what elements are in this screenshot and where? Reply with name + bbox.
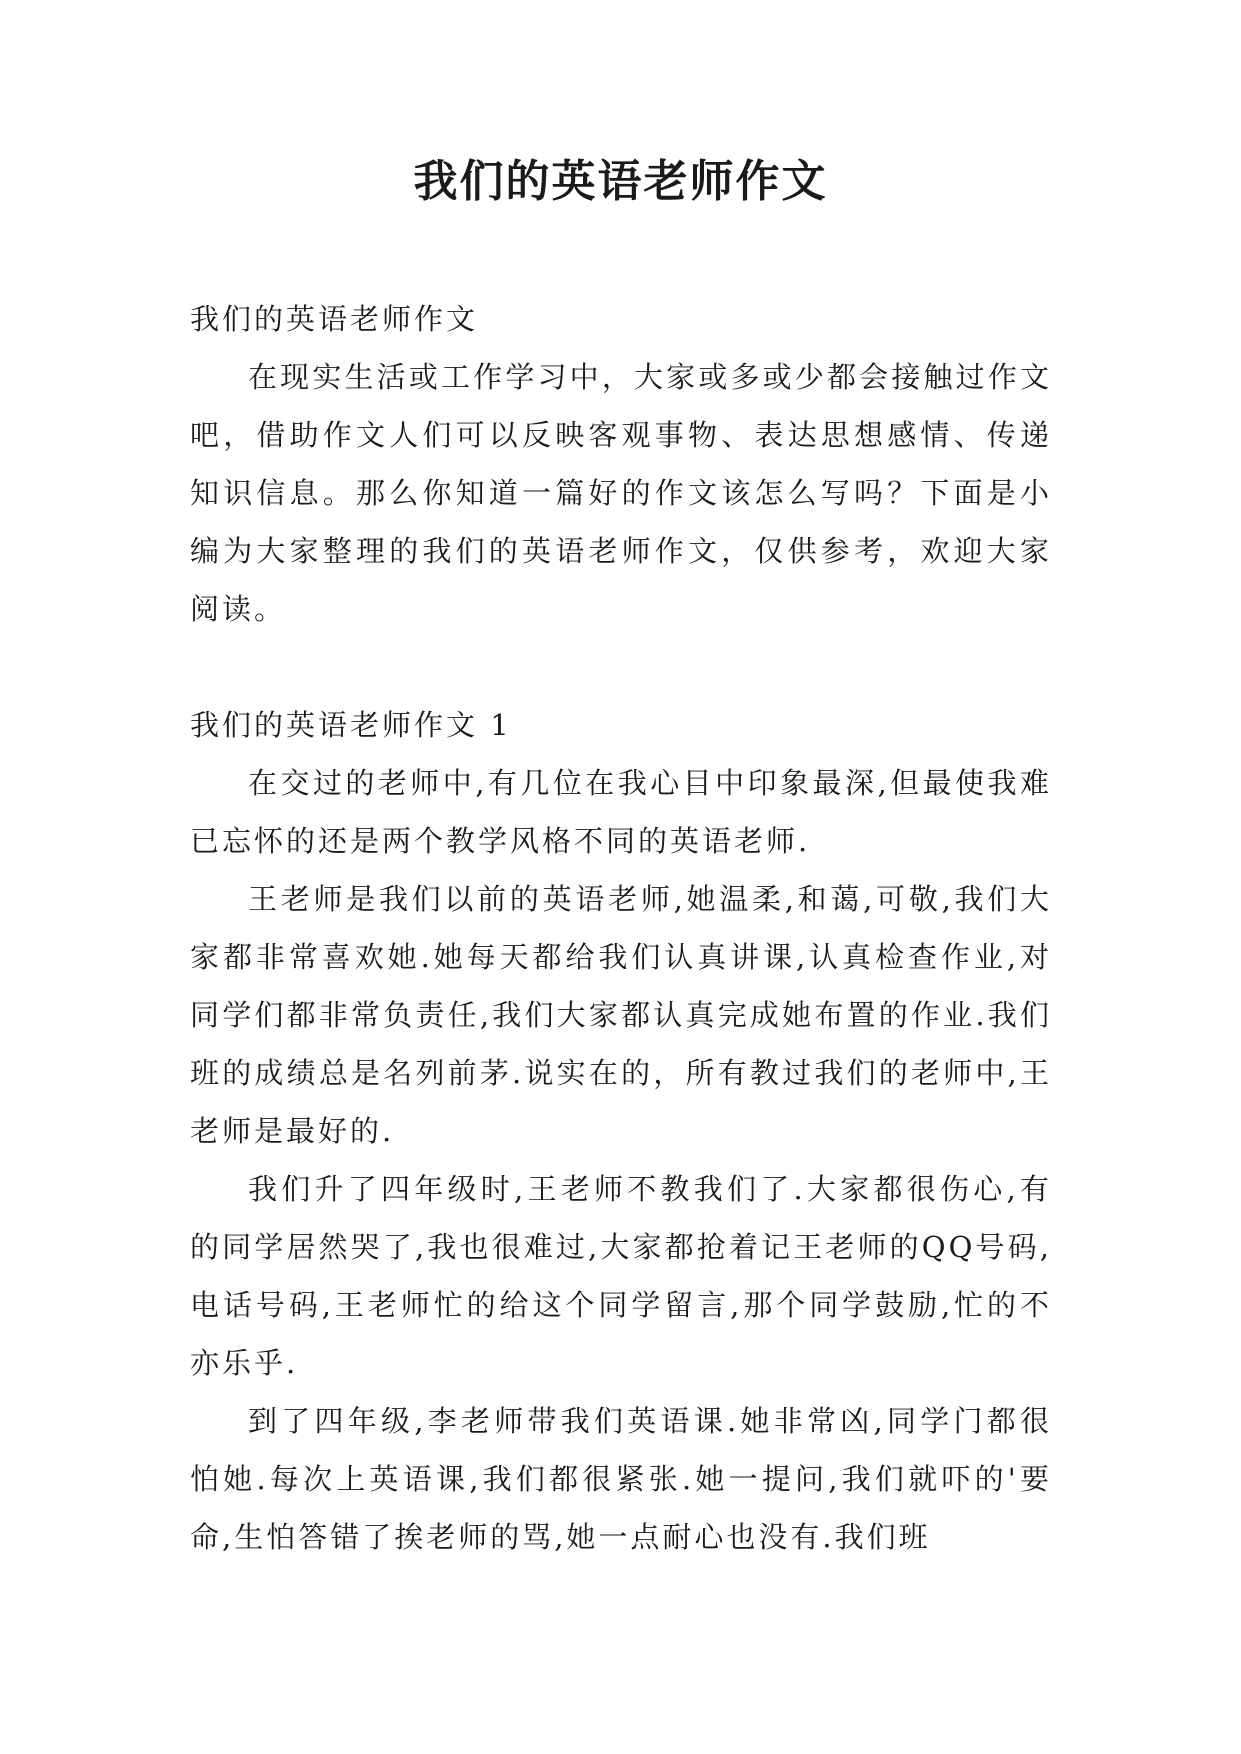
intro-heading: 我们的英语老师作文 [190,302,479,336]
section-1-paragraph: 在交过的老师中,有几位在我心目中印象最深,但最使我难已忘怀的还是两个教学风格不同的英语老师. [190,766,1052,858]
section-1-heading: 我们的英语老师作文 1 [190,708,512,742]
document-title: 我们的英语老师作文 [413,156,828,207]
section-gap [190,638,1052,696]
section-1-paragraph: 我们升了四年级时,王老师不教我们了.大家都很伤心,有的同学居然哭了,我也很难过,大家都抢着记王老师的QQ号码,电话号码,王老师忙的给这个同学留言,那个同学鼓励,忙的不亦乐乎. [190,1172,1052,1380]
section-1-paragraph: 王老师是我们以前的英语老师,她温柔,和蔼,可敬,我们大家都非常喜欢她.她每天都给我们认真讲课,认真检查作业,对同学们都非常负责任,我们大家都认真完成她布置的作业.我们班的成绩总是名列前茅.说实在的，所有教过我们的老师中,王老师是最好的. [190,882,1052,1148]
section-1-paragraph: 到了四年级,李老师带我们英语课.她非常凶,同学门都很怕她.每次上英语课,我们都很紧张.她一提问,我们就吓的'要命,生怕答错了挨老师的骂,她一点耐心也没有.我们班 [190,1404,1052,1554]
intro-paragraph: 在现实生活或工作学习中，大家或多或少都会接触过作文吧，借助作文人们可以反映客观事物、表达思想感情、传递知识信息。那么你知道一篇好的作文该怎么写吗？下面是小编为大家整理的我们的英语老师作文，仅供参考，欢迎大家阅读。 [190,360,1052,626]
document-body [190,290,1052,1566]
